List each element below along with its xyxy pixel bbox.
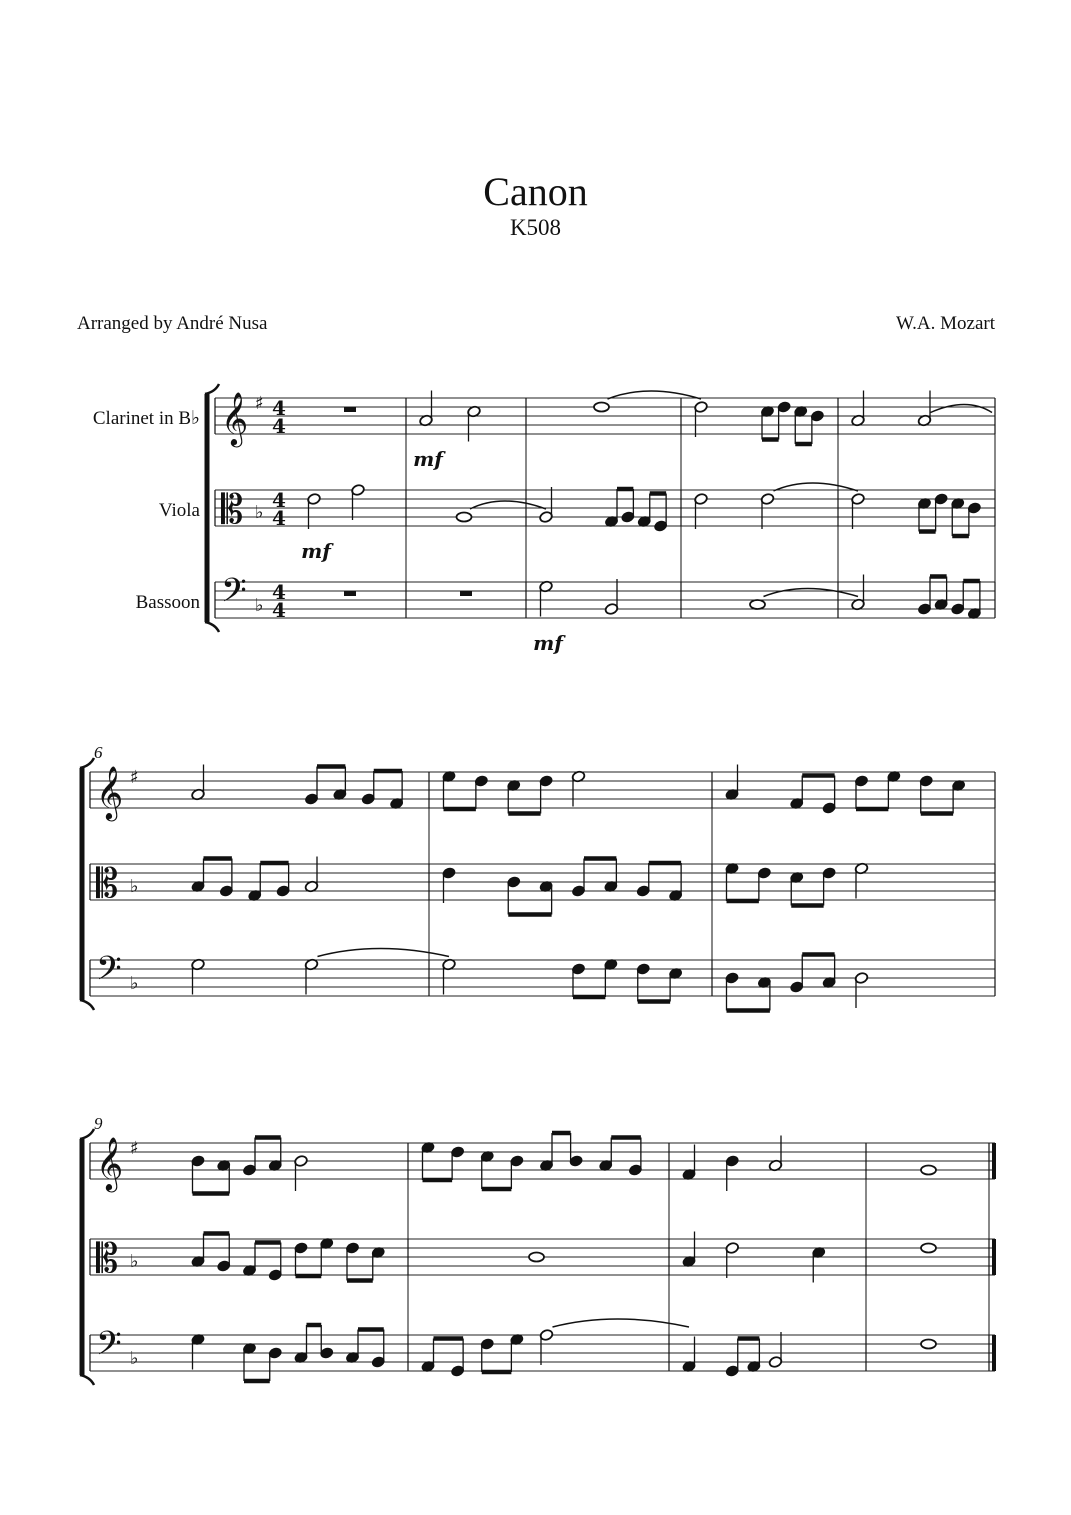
key-flat-icon: ♭: [130, 1348, 139, 1369]
treble-clef-icon: 𝄞: [96, 765, 124, 819]
treble-clef-icon: 𝄞: [221, 391, 249, 445]
treble-clef-icon: 𝄞: [96, 1136, 124, 1190]
alto-clef-icon: 𝄡: [96, 861, 119, 907]
note-head: [921, 1244, 936, 1253]
tie-arc: [931, 405, 993, 413]
time-signature-bottom: 4: [272, 414, 286, 438]
tie-arc: [764, 589, 859, 597]
bass-clef-icon: 𝄢: [96, 950, 122, 996]
whole-rest-icon: [460, 591, 472, 596]
piece-subtitle: K508: [509, 215, 562, 240]
note-head: [529, 1253, 544, 1262]
composer-credit: W.A. Mozart: [895, 313, 995, 334]
bracket-bottom-hook: [80, 1375, 94, 1385]
key-flat-icon: ♭: [255, 595, 264, 616]
dynamic-mark: mf: [413, 447, 443, 471]
note-head: [750, 600, 765, 609]
note-head: [921, 1166, 936, 1175]
measure-number: 9: [94, 1114, 103, 1133]
time-signature-bottom: 4: [272, 598, 286, 622]
instrument-label: Bassoon: [135, 592, 200, 613]
whole-rest-icon: [344, 407, 356, 412]
bass-clef-icon: 𝄢: [221, 572, 247, 618]
key-flat-icon: ♭: [130, 1251, 139, 1272]
bracket-bottom-hook: [205, 622, 219, 632]
measure-number: 6: [94, 743, 103, 762]
piece-title: Canon: [483, 169, 588, 214]
dynamic-mark: mf: [301, 539, 331, 563]
key-flat-icon: ♭: [255, 502, 264, 523]
alto-clef-icon: 𝄡: [221, 487, 244, 533]
bracket-bottom-hook: [80, 1000, 94, 1010]
bass-clef-icon: 𝄢: [96, 1325, 122, 1371]
instrument-label: Clarinet in B♭: [92, 408, 200, 429]
note-head: [921, 1340, 936, 1349]
bracket-top-hook: [205, 384, 219, 394]
bracket-top-hook: [80, 1129, 94, 1139]
time-signature-top: 4: [272, 488, 286, 512]
instrument-label: Viola: [158, 500, 200, 521]
key-flat-icon: ♭: [130, 973, 139, 994]
key-sharp-icon: ♯: [130, 767, 139, 788]
time-signature-bottom: 4: [272, 506, 286, 530]
alto-clef-icon: 𝄡: [96, 1236, 119, 1282]
key-flat-icon: ♭: [130, 876, 139, 897]
time-signature-top: 4: [272, 396, 286, 420]
dynamic-mark: mf: [533, 631, 563, 655]
key-sharp-icon: ♯: [255, 393, 264, 414]
arranger-credit: Arranged by André Nusa: [77, 313, 268, 334]
note-head: [457, 513, 472, 522]
key-sharp-icon: ♯: [130, 1138, 139, 1159]
whole-rest-icon: [344, 591, 356, 596]
note-head: [594, 403, 609, 412]
time-signature-top: 4: [272, 580, 286, 604]
bracket-top-hook: [80, 758, 94, 768]
